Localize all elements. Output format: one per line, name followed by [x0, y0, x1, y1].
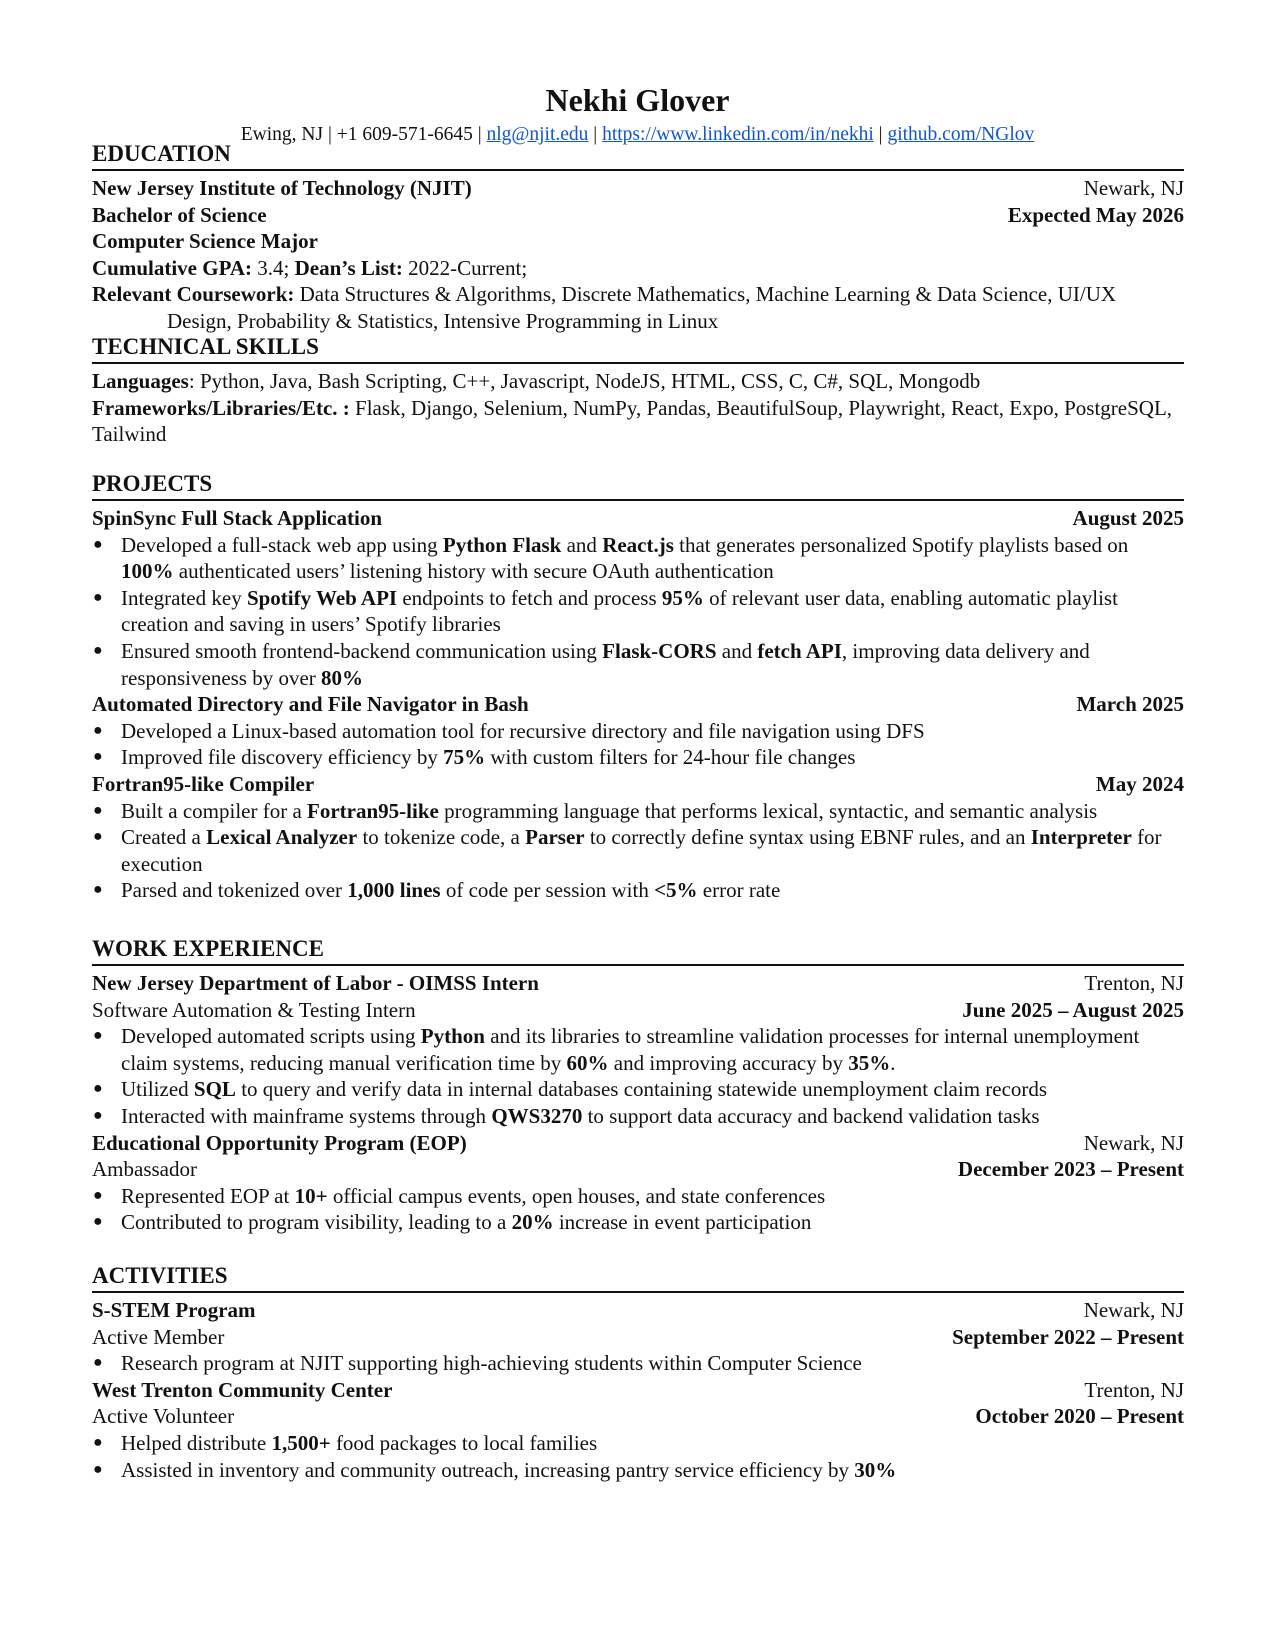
section-title-activities: ACTIVITIES	[92, 1262, 1184, 1293]
job-org-row	[92, 970, 1184, 997]
github-link[interactable]: github.com/NGlov	[887, 124, 1035, 145]
project-date: May 2024	[1095, 771, 1184, 796]
project-name: Fortran95-like Compiler	[92, 771, 315, 796]
bullet-item: ● Parsed and tokenized over 1,000 lines of code per session with <5% error rate	[92, 877, 1184, 904]
bullet-item: ● Developed a full-stack web app using Python Flask and React.js that generates personalized Spotify playlists based on 100% authenticated users’ listening history with secure OAuth authentication	[92, 532, 1184, 585]
gpa-value: 3.4;	[252, 255, 295, 280]
school-name: New Jersey Institute of Technology (NJIT)	[92, 176, 472, 200]
project-bullets	[92, 798, 1184, 904]
activity-role: Active Volunteer	[92, 1404, 235, 1429]
projects-section	[92, 470, 1184, 904]
project-date: March 2025	[1076, 692, 1184, 717]
deans-list-value: 2022-Current;	[402, 255, 528, 280]
languages-value: : Python, Java, Bash Scripting, C++, Javascript, NodeJS, HTML, CSS, C, C#, SQL, Mongodb	[188, 369, 981, 393]
linkedin-link[interactable]: https://www.linkedin.com/in/nekhi	[602, 124, 874, 145]
section-title-work: WORK EXPERIENCE	[92, 935, 1184, 966]
skills-section	[92, 333, 1184, 448]
project-name: SpinSync Full Stack Application	[92, 506, 383, 530]
activity-role-row	[92, 1324, 1184, 1351]
bullet-item: ● Created a Lexical Analyzer to tokenize code, a Parser to correctly define syntax using EBNF rules, and an Interpreter for execution	[92, 824, 1184, 877]
activities-section	[92, 1262, 1184, 1483]
job-role-row	[92, 1156, 1184, 1183]
activity-org-row	[92, 1377, 1184, 1404]
activity-date: September 2022 – Present	[952, 1324, 1184, 1349]
job-org-row	[92, 1130, 1184, 1157]
job-org: Educational Opportunity Program (EOP)	[92, 1130, 467, 1155]
bullet-item: ● Developed a Linux-based automation tool for recursive directory and file navigation using DFS	[92, 718, 1184, 745]
section-title-skills: TECHNICAL SKILLS	[92, 333, 1184, 364]
activity-org: S-STEM Program	[92, 1298, 256, 1322]
gpa-line	[92, 255, 1184, 282]
gpa-label: Cumulative GPA:	[92, 255, 253, 280]
bullet-item: ● Developed automated scripts using Python and its libraries to streamline validation processes for internal unemployment claim systems, reducing manual verification time by 60% and improving accuracy by 35%.	[92, 1023, 1184, 1076]
bullet-item: ● Helped distribute 1,500+ food packages to local families	[92, 1430, 1184, 1457]
activity-location: Newark, NJ	[1083, 1298, 1184, 1322]
activity-org-row	[92, 1297, 1184, 1324]
project-name: Automated Directory and File Navigator in Bash	[92, 692, 529, 717]
bullet-item: ● Utilized SQL to query and verify data in internal databases containing statewide unemployment claim records	[92, 1076, 1184, 1103]
bullet-item: ● Ensured smooth frontend-backend communication using Flask-CORS and fetch API, improving data delivery and responsiveness by over 80%	[92, 638, 1184, 691]
activity-role-row	[92, 1403, 1184, 1430]
school-row	[92, 175, 1184, 202]
coursework-label: Relevant Coursework:	[92, 282, 295, 307]
job-org: New Jersey Department of Labor - OIMSS Intern	[92, 971, 539, 995]
bullet-item: ● Interacted with mainframe systems through QWS3270 to support data accuracy and backend validation tasks	[92, 1103, 1184, 1130]
job-role-row	[92, 997, 1184, 1024]
bullet-item: ● Assisted in inventory and community outreach, increasing pantry service efficiency by 30%	[92, 1457, 1184, 1484]
email-link[interactable]: nlg@njit.edu	[486, 124, 589, 145]
activity-role: Active Member	[92, 1324, 225, 1349]
section-title-education: EDUCATION	[92, 140, 1184, 171]
activity-bullets	[92, 1430, 1184, 1483]
languages-line	[92, 368, 1184, 395]
section-title-projects: PROJECTS	[92, 470, 1184, 501]
school-location: Newark, NJ	[1083, 176, 1184, 200]
frameworks-line	[92, 395, 1184, 448]
job-date: June 2025 – August 2025	[962, 997, 1184, 1022]
job-role: Ambassador	[92, 1157, 197, 1182]
project-bullets	[92, 718, 1184, 771]
languages-label: Languages	[92, 369, 189, 393]
bullet-item: ● Represented EOP at 10+ official campus events, open houses, and state conferences	[92, 1183, 1184, 1210]
degree-row	[92, 202, 1184, 229]
job-role: Software Automation & Testing Intern	[92, 997, 416, 1022]
candidate-name: Nekhi Glover	[545, 82, 730, 118]
bullet-item: ● Research program at NJIT supporting high-achieving students within Computer Science	[92, 1350, 1184, 1377]
coursework-value: Data Structures & Algorithms, Discrete Mathematics, Machine Learning & Data Science, UI/UX Design, Probability & Statistics, Intensive Programming in Linux	[167, 282, 1117, 333]
degree: Bachelor of Science	[92, 202, 267, 227]
frameworks-label: Frameworks/Libraries/Etc. :	[92, 395, 350, 420]
project-row	[92, 691, 1184, 718]
location-phone: Ewing, NJ | +1 609-571-6645 |	[240, 124, 482, 145]
project-bullets	[92, 532, 1184, 692]
project-row	[92, 771, 1184, 798]
education-section	[92, 140, 1184, 335]
coursework-line	[92, 281, 1184, 334]
frameworks-value: Flask, Django, Selenium, NumPy, Pandas, BeautifulSoup, Playwright, React, Expo, PostgreSQL, Tailwind	[92, 395, 1173, 447]
job-bullets	[92, 1023, 1184, 1129]
deans-list-label: Dean’s List:	[294, 255, 403, 280]
job-location: Newark, NJ	[1083, 1130, 1184, 1155]
contact-separator: |	[878, 124, 883, 145]
job-date: December 2023 – Present	[957, 1157, 1184, 1182]
activity-bullets	[92, 1350, 1184, 1377]
bullet-item: ● Improved file discovery efficiency by 75% with custom filters for 24-hour file changes	[92, 744, 1184, 771]
graduation-date: Expected May 2026	[1007, 202, 1184, 227]
project-date: August 2025	[1072, 506, 1184, 530]
bullet-item: ● Integrated key Spotify Web API endpoints to fetch and process 95% of relevant user data, enabling automatic playlist creation and saving in users’ Spotify libraries	[92, 585, 1184, 638]
activity-location: Trenton, NJ	[1084, 1377, 1184, 1402]
work-section	[92, 935, 1184, 1236]
project-row	[92, 505, 1184, 532]
contact-separator: |	[593, 124, 598, 145]
bullet-item: ● Built a compiler for a Fortran95-like programming language that performs lexical, syntactic, and semantic analysis	[92, 798, 1184, 825]
activity-org: West Trenton Community Center	[92, 1377, 393, 1402]
job-bullets	[92, 1183, 1184, 1236]
bullet-item: ● Contributed to program visibility, leading to a 20% increase in event participation	[92, 1209, 1184, 1236]
resume-header	[0, 80, 1275, 148]
job-location: Trenton, NJ	[1084, 971, 1184, 995]
activity-date: October 2020 – Present	[975, 1404, 1184, 1429]
major: Computer Science Major	[92, 229, 318, 254]
